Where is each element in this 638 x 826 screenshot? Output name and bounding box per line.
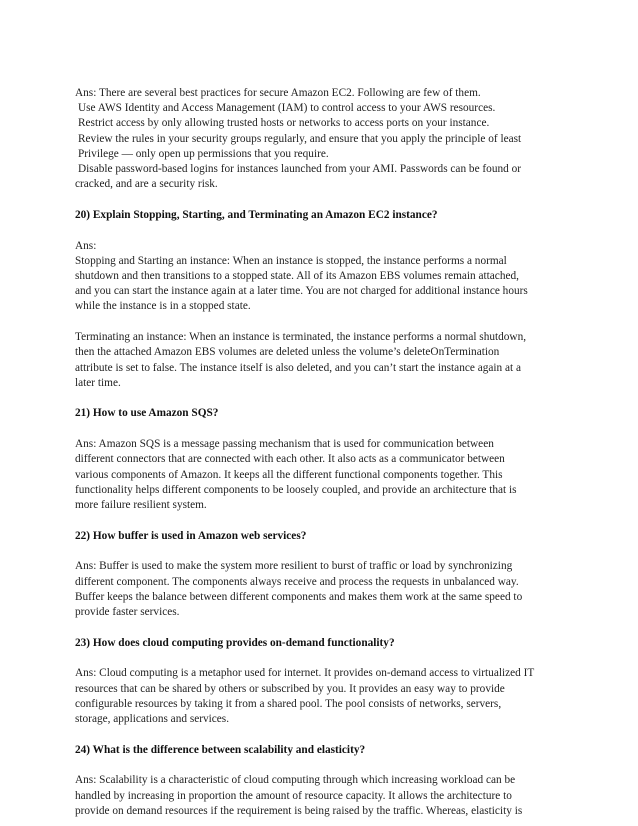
spacer [75, 544, 565, 560]
answer-line: resources that can be shared by others or subscribed by you. It provides an easy way to provide [75, 682, 505, 695]
answer-20-part-2 [75, 330, 565, 391]
answer-line: Terminating an instance: When an instance is terminated, the instance performs a normal shutdown, [75, 331, 527, 344]
answer-line: various components of Amazon. It keeps all the different functional components together. This [75, 468, 503, 481]
answer-line: handled by increasing in proportion the amount of resource capacity. It allows the architecture to [75, 789, 512, 802]
answer-line: Ans: Scalability is a characteristic of cloud computing through which increasing workload can be [75, 774, 516, 787]
answer-line: then the attached Amazon EBS volumes are deleted unless the volume’s deleteOnTermination [75, 346, 500, 359]
answer-22 [75, 559, 565, 620]
answer-19 [75, 86, 565, 192]
spacer [75, 727, 565, 743]
answer-line: attribute is set to false. The instance itself is also deleted, and you can’t start the instance again at a [75, 361, 521, 374]
answer-line: Ans: Amazon SQS is a message passing mechanism that is used for communication between [75, 438, 494, 451]
question-23-heading: 23) How does cloud computing provides on-demand functionality? [75, 636, 395, 649]
answer-line: configurable resources by taking it from a shared pool. The pool consists of networks, servers, [75, 697, 502, 710]
answer-line: functionality helps different components to be loosely coupled, and provide an architecture that is [75, 483, 517, 496]
answer-line: later time. [75, 376, 121, 389]
question-21-heading: 21) How to use Amazon SQS? [75, 407, 219, 420]
answer-line: Disable password-based logins for instances launched from your AMI. Passwords can be found or [78, 163, 521, 176]
answer-line: cracked, and are a security risk. [75, 178, 218, 191]
spacer [75, 620, 565, 636]
answer-line: Buffer keeps the balance between different components and makes them work at the same speed to [75, 590, 523, 603]
spacer [75, 513, 565, 529]
answer-line: Restrict access by only allowing trusted hosts or networks to access ports on your instance. [78, 117, 490, 130]
answer-23 [75, 666, 565, 727]
spacer [75, 422, 565, 438]
spacer [75, 758, 565, 774]
answer-line: Ans: Buffer is used to make the system more resilient to burst of traffic or load by synchronizing [75, 560, 513, 573]
answer-line: Ans: There are several best practices for secure Amazon EC2. Following are few of them. [75, 87, 481, 99]
answer-line: different connectors that are connected with each other. It also acts as a communicator between [75, 453, 505, 466]
question-22-heading: 22) How buffer is used in Amazon web services? [75, 529, 307, 542]
answer-line: and you can start the instance again at a later time. You are not charged for additional instance hours [75, 285, 528, 298]
answer-line: Stopping and Starting an instance: When an instance is stopped, the instance performs a normal [75, 254, 507, 267]
answer-line: shutdown and then transitions to a stopped state. All of its Amazon EBS volumes remain attached, [75, 270, 519, 283]
question-20-heading: 20) Explain Stopping, Starting, and Terminating an Amazon EC2 instance? [75, 208, 438, 221]
answer-line: storage, applications and services. [75, 713, 230, 725]
answer-line: provide faster services. [75, 605, 180, 618]
answer-line: Ans: Cloud computing is a metaphor used for internet. It provides on-demand access to virtualized IT [75, 667, 535, 680]
answer-24 [75, 773, 565, 819]
document-page [75, 86, 565, 819]
answer-21 [75, 437, 565, 513]
answer-line: while the instance is in a stopped state. [75, 300, 251, 313]
spacer [75, 192, 565, 208]
question-24-heading: 24) What is the difference between scalability and elasticity? [75, 743, 366, 756]
answer-line: Use AWS Identity and Access Management (IAM) to control access to your AWS resources. [78, 102, 496, 115]
answer-line: Ans: [75, 239, 97, 252]
answer-line: provide on demand resources if the requirement is being raised by the traffic. Whereas, elasticity is [75, 804, 523, 817]
answer-line: more failure resilient system. [75, 498, 207, 511]
spacer [75, 315, 565, 331]
spacer [75, 391, 565, 407]
answer-line: Privilege — only open up permissions that you require. [78, 147, 329, 160]
spacer [75, 223, 565, 239]
answer-20 [75, 239, 565, 315]
spacer [75, 651, 565, 667]
answer-line: Review the rules in your security groups regularly, and ensure that you apply the principle of least [78, 132, 522, 145]
answer-line: different component. The components always receive and process the requests in unbalanced way. [75, 575, 519, 588]
